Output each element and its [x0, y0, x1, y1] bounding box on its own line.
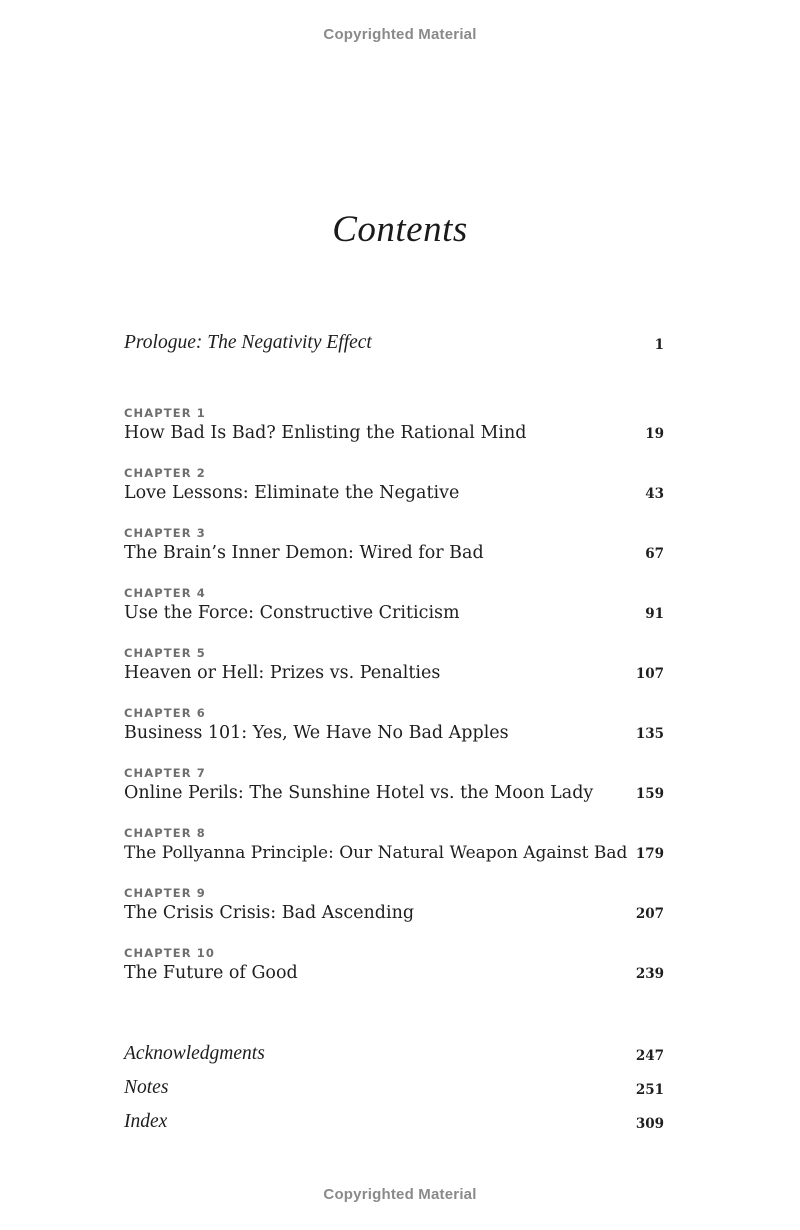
- toc-entry-title: Notes: [124, 1077, 169, 1098]
- toc-entry-chapter-7[interactable]: [124, 766, 664, 803]
- toc-page-number: 1: [654, 337, 664, 353]
- toc-entry-prologue[interactable]: [124, 332, 664, 354]
- toc-entry-chapter-6[interactable]: [124, 706, 664, 743]
- toc-entry-chapter-5[interactable]: [124, 646, 664, 683]
- toc-entry-chapter-2[interactable]: [124, 466, 664, 503]
- toc-entry-chapter-1[interactable]: [124, 406, 664, 443]
- toc-page-number: 135: [635, 726, 664, 742]
- toc-page-number: 239: [635, 966, 664, 982]
- chapter-label: CHAPTER 2: [124, 466, 206, 480]
- chapter-label: CHAPTER 3: [124, 526, 206, 540]
- chapter-title: The Future of Good: [124, 963, 298, 983]
- chapter-title: Use the Force: Constructive Criticism: [124, 603, 460, 623]
- toc-entry-title: Prologue: The Negativity Effect: [124, 332, 372, 353]
- toc-page-number: 67: [645, 546, 664, 562]
- watermark-top: Copyrighted Material: [323, 26, 477, 43]
- chapter-label: CHAPTER 9: [124, 886, 206, 900]
- chapter-label: CHAPTER 8: [124, 826, 206, 840]
- chapter-title: The Crisis Crisis: Bad Ascending: [124, 903, 415, 923]
- toc-page-number: 107: [635, 666, 664, 682]
- chapter-label: CHAPTER 5: [124, 646, 206, 660]
- toc-page-number: 91: [645, 606, 664, 622]
- toc-page-number: 309: [635, 1116, 664, 1132]
- toc-page-number: 43: [645, 486, 664, 502]
- toc-entry-chapter-8[interactable]: [124, 826, 664, 863]
- chapter-label: CHAPTER 7: [124, 766, 206, 780]
- chapter-label: CHAPTER 1: [124, 406, 206, 420]
- toc-page-number: 251: [635, 1082, 664, 1098]
- toc-entry-chapter-3[interactable]: [124, 526, 664, 563]
- chapter-label: CHAPTER 10: [124, 946, 215, 960]
- toc-entry-notes[interactable]: [124, 1077, 664, 1099]
- chapter-title: The Brain’s Inner Demon: Wired for Bad: [124, 543, 484, 563]
- chapter-title: Love Lessons: Eliminate the Negative: [124, 483, 460, 503]
- toc-page-number: 159: [635, 786, 664, 802]
- chapter-label: CHAPTER 6: [124, 706, 206, 720]
- chapter-title: How Bad Is Bad? Enlisting the Rational Mind: [124, 423, 527, 443]
- toc-entry-title: Acknowledgments: [124, 1043, 265, 1064]
- chapter-title: Business 101: Yes, We Have No Bad Apples: [124, 723, 509, 743]
- chapter-title: Online Perils: The Sunshine Hotel vs. the Moon Lady: [124, 783, 594, 803]
- chapter-title: Heaven or Hell: Prizes vs. Penalties: [124, 663, 441, 683]
- toc-entry-acknowledgments[interactable]: [124, 1043, 664, 1065]
- toc-page-number: 19: [645, 426, 664, 442]
- page-title: Contents: [332, 209, 468, 250]
- toc-entry-chapter-10[interactable]: [124, 946, 664, 983]
- chapter-label: CHAPTER 4: [124, 586, 206, 600]
- toc-page-number: 247: [635, 1048, 664, 1064]
- toc-entry-title: Index: [124, 1111, 168, 1132]
- toc-entry-chapter-4[interactable]: [124, 586, 664, 623]
- watermark-bottom: Copyrighted Material: [323, 1186, 477, 1203]
- toc-page-number: 179: [635, 846, 664, 862]
- chapter-title: The Pollyanna Principle: Our Natural Weapon Against Bad: [124, 843, 628, 863]
- toc-entry-chapter-9[interactable]: [124, 886, 664, 923]
- toc-page-number: 207: [635, 906, 664, 922]
- toc-entry-index[interactable]: [124, 1111, 664, 1133]
